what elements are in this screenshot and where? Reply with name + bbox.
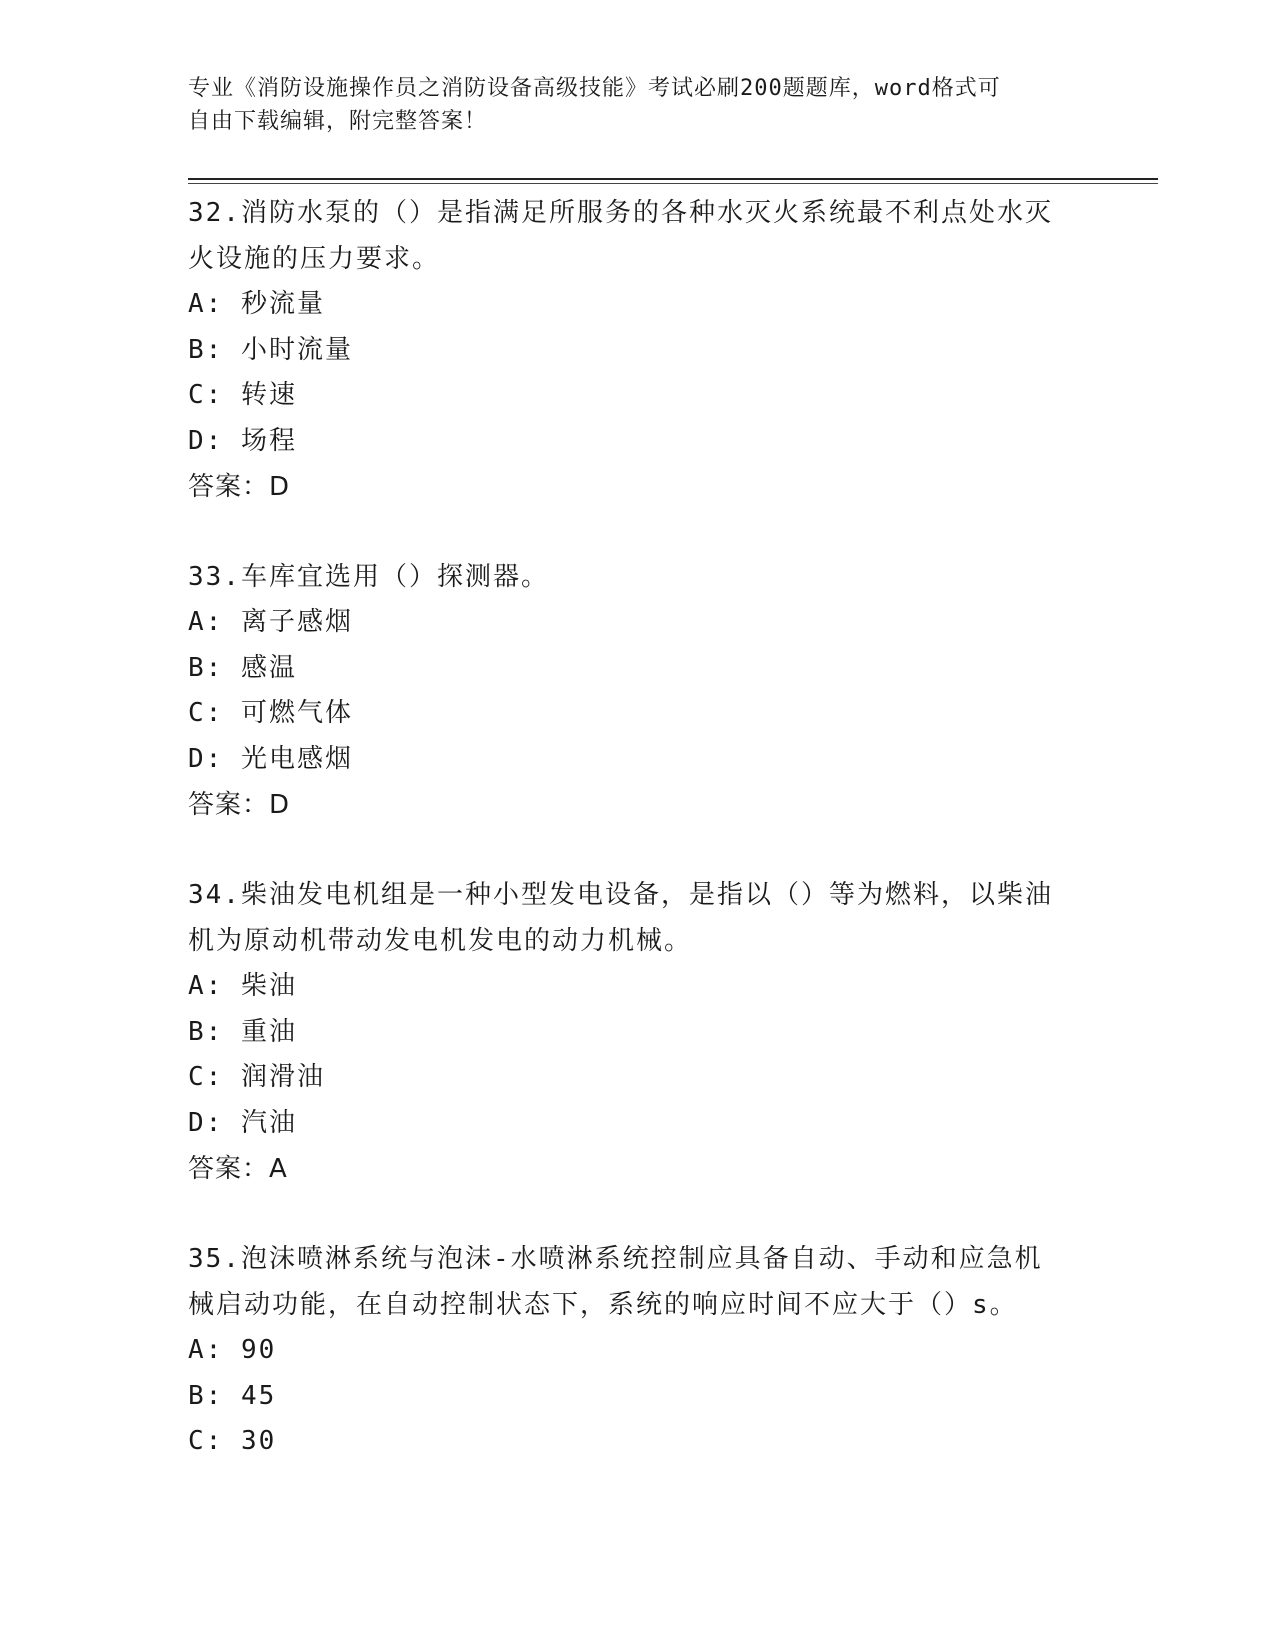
option-a: A: 90 <box>188 1335 277 1365</box>
header-divider-thin <box>188 183 1158 184</box>
question-stem-line: 34.柴油发电机组是一种小型发电设备，是指以（）等为燃料，以柴油 <box>188 880 1053 910</box>
document-header <box>188 72 1068 138</box>
question-stem-line: 32.消防水泵的（）是指满足所服务的各种水灭火系统最不利点处水灭 <box>188 198 1053 228</box>
question-stem <box>188 554 1088 600</box>
option-a: A: 秒流量 <box>188 289 325 319</box>
question-list <box>188 190 1088 1509</box>
option-d: D: 光电感烟 <box>188 743 353 774</box>
question-stem-line: 机为原动机带动发电机发电的动力机械。 <box>188 926 693 956</box>
option-b: B: 45 <box>188 1380 277 1411</box>
question-stem-line: 械启动功能，在自动控制状态下，系统的响应时间不应大于（）s。 <box>188 1290 1018 1320</box>
option-c: C: 转速 <box>188 380 297 410</box>
question-33 <box>188 554 1088 828</box>
question-stem-line: 33.车库宜选用（）探测器。 <box>188 562 549 592</box>
question-stem-line: 35.泡沫喷淋系统与泡沫-水喷淋系统控制应具备自动、手动和应急机 <box>188 1244 1043 1274</box>
answer: 答案：D <box>188 472 291 502</box>
answer: 答案：A <box>188 1154 288 1184</box>
option-a: A: 离子感烟 <box>188 607 353 637</box>
option-a: A: 柴油 <box>188 971 297 1001</box>
header-title-line-2: 自由下载编辑，附完整答案！ <box>188 109 488 134</box>
option-b: B: 小时流量 <box>188 334 353 365</box>
question-stem <box>188 1236 1088 1328</box>
question-35 <box>188 1236 1088 1465</box>
option-c: C: 润滑油 <box>188 1062 325 1092</box>
option-c: C: 可燃气体 <box>188 698 353 728</box>
question-stem-line: 火设施的压力要求。 <box>188 244 441 274</box>
option-b: B: 重油 <box>188 1016 297 1047</box>
header-divider-thick <box>188 178 1158 180</box>
question-stem <box>188 190 1088 282</box>
answer: 答案：D <box>188 790 291 820</box>
question-34 <box>188 872 1088 1192</box>
option-d: D: 汽油 <box>188 1107 297 1138</box>
question-32 <box>188 190 1088 510</box>
question-stem <box>188 872 1088 964</box>
option-b: B: 感温 <box>188 652 297 683</box>
option-c: C: 30 <box>188 1426 277 1456</box>
option-d: D: 场程 <box>188 425 297 456</box>
header-title-line-1: 专业《消防设施操作员之消防设备高级技能》考试必刷200题题库，word格式可 <box>188 76 1001 101</box>
